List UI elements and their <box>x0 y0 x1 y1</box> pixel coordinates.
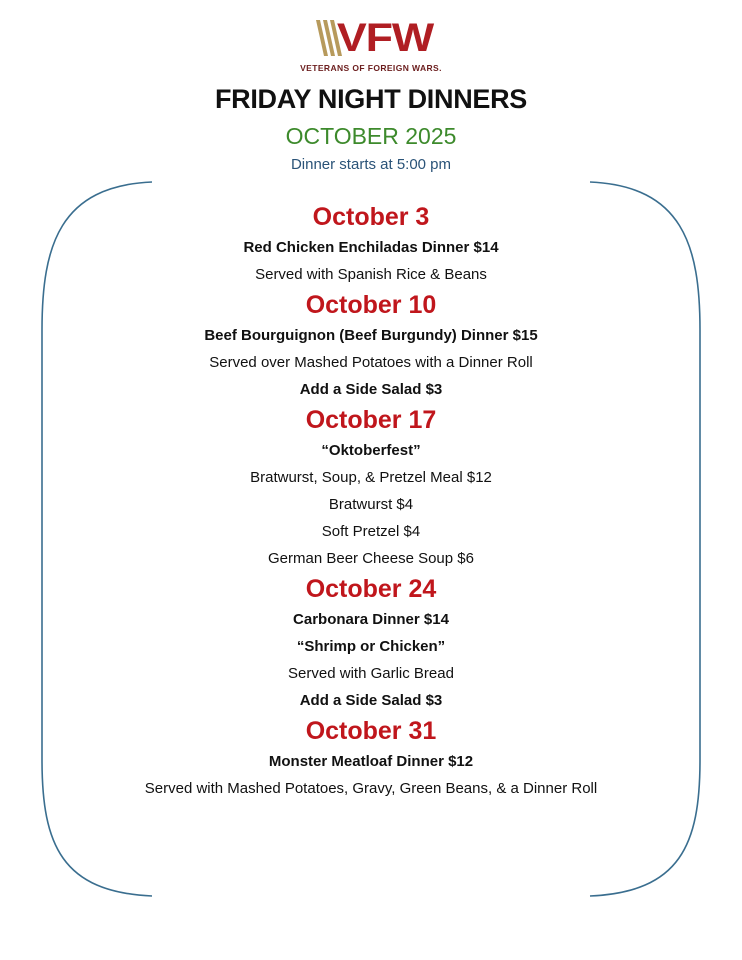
dinner-date: October 3 <box>312 203 430 231</box>
dinner-item: Served with Mashed Potatoes, Gravy, Green Beans, & a Dinner Roll <box>144 780 598 797</box>
dinner-item: Beef Bourguignon (Beef Burgundy) Dinner $15 <box>204 327 538 344</box>
dinner-entry-oct-17 <box>0 403 742 572</box>
dinner-item: Add a Side Salad $3 <box>299 381 443 398</box>
start-time-note: Dinner starts at 5:00 pm <box>290 156 452 173</box>
dinner-menu <box>0 200 742 802</box>
dinner-item: Monster Meatloaf Dinner $12 <box>268 753 474 770</box>
dinner-item: Red Chicken Enchiladas Dinner $14 <box>243 239 499 256</box>
dinner-item: Add a Side Salad $3 <box>299 692 443 709</box>
dinner-item: Carbonara Dinner $14 <box>293 611 449 628</box>
dinner-entry-oct-3 <box>0 200 742 288</box>
dinner-date: October 24 <box>305 575 437 603</box>
month-heading: OCTOBER 2025 <box>285 123 457 149</box>
dinner-item: Soft Pretzel $4 <box>321 523 421 540</box>
dinner-item: Bratwurst, Soup, & Pretzel Meal $12 <box>250 469 492 486</box>
dinner-item: Bratwurst $4 <box>328 496 414 513</box>
dinner-item: Served with Garlic Bread <box>288 665 454 682</box>
dinner-item: Served over Mashed Potatoes with a Dinner Roll <box>209 354 533 371</box>
dinner-item: “Oktoberfest” <box>321 442 421 459</box>
dinner-entry-oct-10 <box>0 288 742 403</box>
dinner-item: German Beer Cheese Soup $6 <box>268 550 474 567</box>
dinner-date: October 31 <box>305 717 437 745</box>
dinner-entry-oct-24 <box>0 572 742 714</box>
dinner-item: Served with Spanish Rice & Beans <box>255 266 487 283</box>
dinner-entry-oct-31 <box>0 714 742 802</box>
logo-tagline: VETERANS OF FOREIGN WARS. <box>300 63 442 73</box>
logo-wordmark: VFW <box>336 16 434 60</box>
page-title: FRIDAY NIGHT DINNERS <box>214 84 528 114</box>
dinner-date: October 10 <box>305 291 437 319</box>
dinner-date: October 17 <box>305 406 437 434</box>
dinner-item: “Shrimp or Chicken” <box>296 638 446 655</box>
